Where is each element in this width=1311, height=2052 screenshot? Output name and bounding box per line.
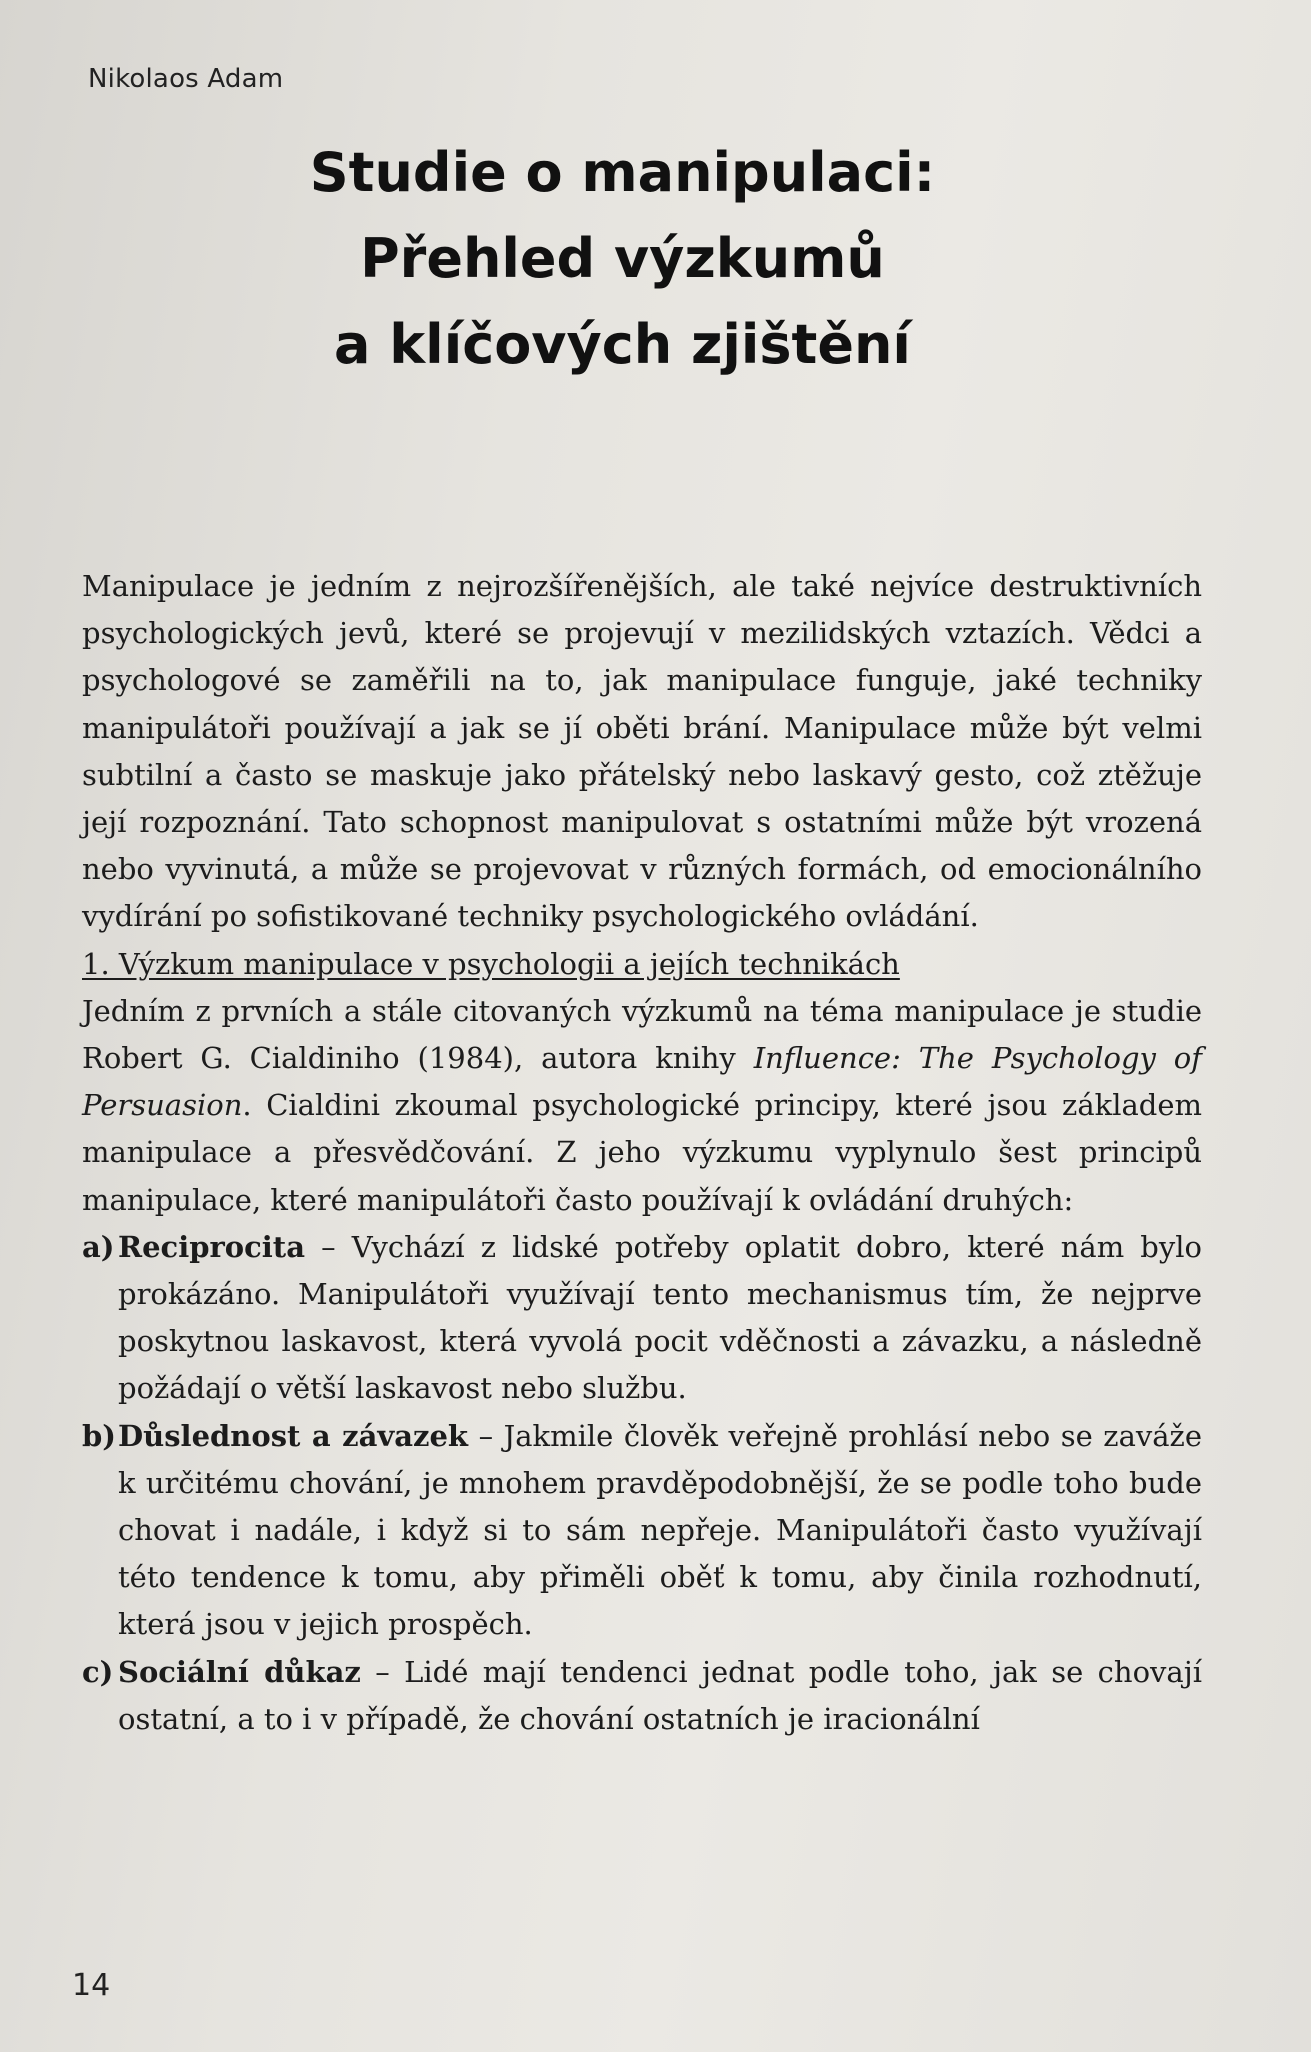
section-paragraph-start: Jedním z prvních a stále citovaných výzkumů na téma manipulace je studie Robert G. Cialdiniho (1984), autora knihy [82, 993, 1202, 1076]
list-marker: a) [82, 1229, 115, 1264]
book-title: Influence: The Psychology of Persuasion [82, 1041, 1202, 1123]
chapter-title-line-3: a klíčových zjištění [334, 313, 911, 376]
list-item-term: Reciprocita [118, 1229, 305, 1264]
principles-list [82, 1224, 1202, 1743]
list-item-description: – Vychází z lidské potřeby oplatit dobro, které nám bylo prokázáno. Manipulátoři využívají tento mechanismus tím, že nejprve poskytnou laskavost, která vyvolá pocit vděčnosti a závazku, a následně požádají o větší laskavost nebo službu. [118, 1229, 1202, 1406]
list-item [82, 1649, 1202, 1743]
body-text [82, 563, 1202, 1743]
list-item-term: Důslednost a závazek [118, 1418, 469, 1453]
section-paragraph [82, 988, 1202, 1224]
list-item-description: – Lidé mají tendenci jednat podle toho, jak se chovají ostatní, a to i v případě, že chování ostatních je iracionální [118, 1654, 1202, 1736]
chapter-title [0, 130, 1245, 388]
list-marker: c) [82, 1654, 114, 1689]
chapter-title-line-2: Přehled výzkumů [360, 227, 885, 290]
list-item [82, 1224, 1202, 1413]
chapter-title-line-1: Studie o manipulaci: [309, 141, 936, 204]
section-heading: 1. Výzkum manipulace v psychologii a jejích technikách [82, 946, 900, 981]
list-marker: b) [82, 1418, 116, 1453]
list-item-text [118, 1649, 1202, 1743]
list-item-text [118, 1413, 1202, 1649]
intro-paragraph: Manipulace je jedním z nejrozšířenějších, ale také nejvíce destruktivních psychologických jevů, které se projevují v mezilidských vztazích. Vědci a psychologové se zaměřili na to, jak manipulace funguje, jaké techniky manipulátoři používají a jak se jí oběti brání. Manipulace může být velmi subtilní a často se maskuje jako přátelský nebo laskavý gesto, což ztěžuje její rozpoznání. Tato schopnost manipulovat s ostatními může být vrozená nebo vyvinutá, a může se projevovat v různých formách, od emocionálního vydírání po sofistikované techniky psychologického ovládání. [82, 569, 1202, 934]
page-number: 14 [72, 1968, 111, 2003]
list-item-text [118, 1224, 1202, 1413]
list-item-term: Sociální důkaz [118, 1654, 361, 1689]
list-item-description: – Jakmile člověk veřejně prohlásí nebo se zaváže k určitému chování, je mnohem pravděpodobnější, že se podle toho bude chovat i nadále, i když si to sám nepřeje. Manipulátoři často využívají této tendence k tomu, aby přiměli oběť k tomu, aby činila rozhodnutí, která jsou v jejich prospěch. [118, 1418, 1202, 1642]
running-head-author: Nikolaos Adam [88, 64, 284, 94]
section-paragraph-end: . Cialdini zkoumal psychologické principy, které jsou základem manipulace a přesvědčování. Z jeho výzkumu vyplynulo šest principů manipulace, které manipulátoři často používají k ovládání druhých: [82, 1088, 1202, 1217]
list-item [82, 1413, 1202, 1649]
